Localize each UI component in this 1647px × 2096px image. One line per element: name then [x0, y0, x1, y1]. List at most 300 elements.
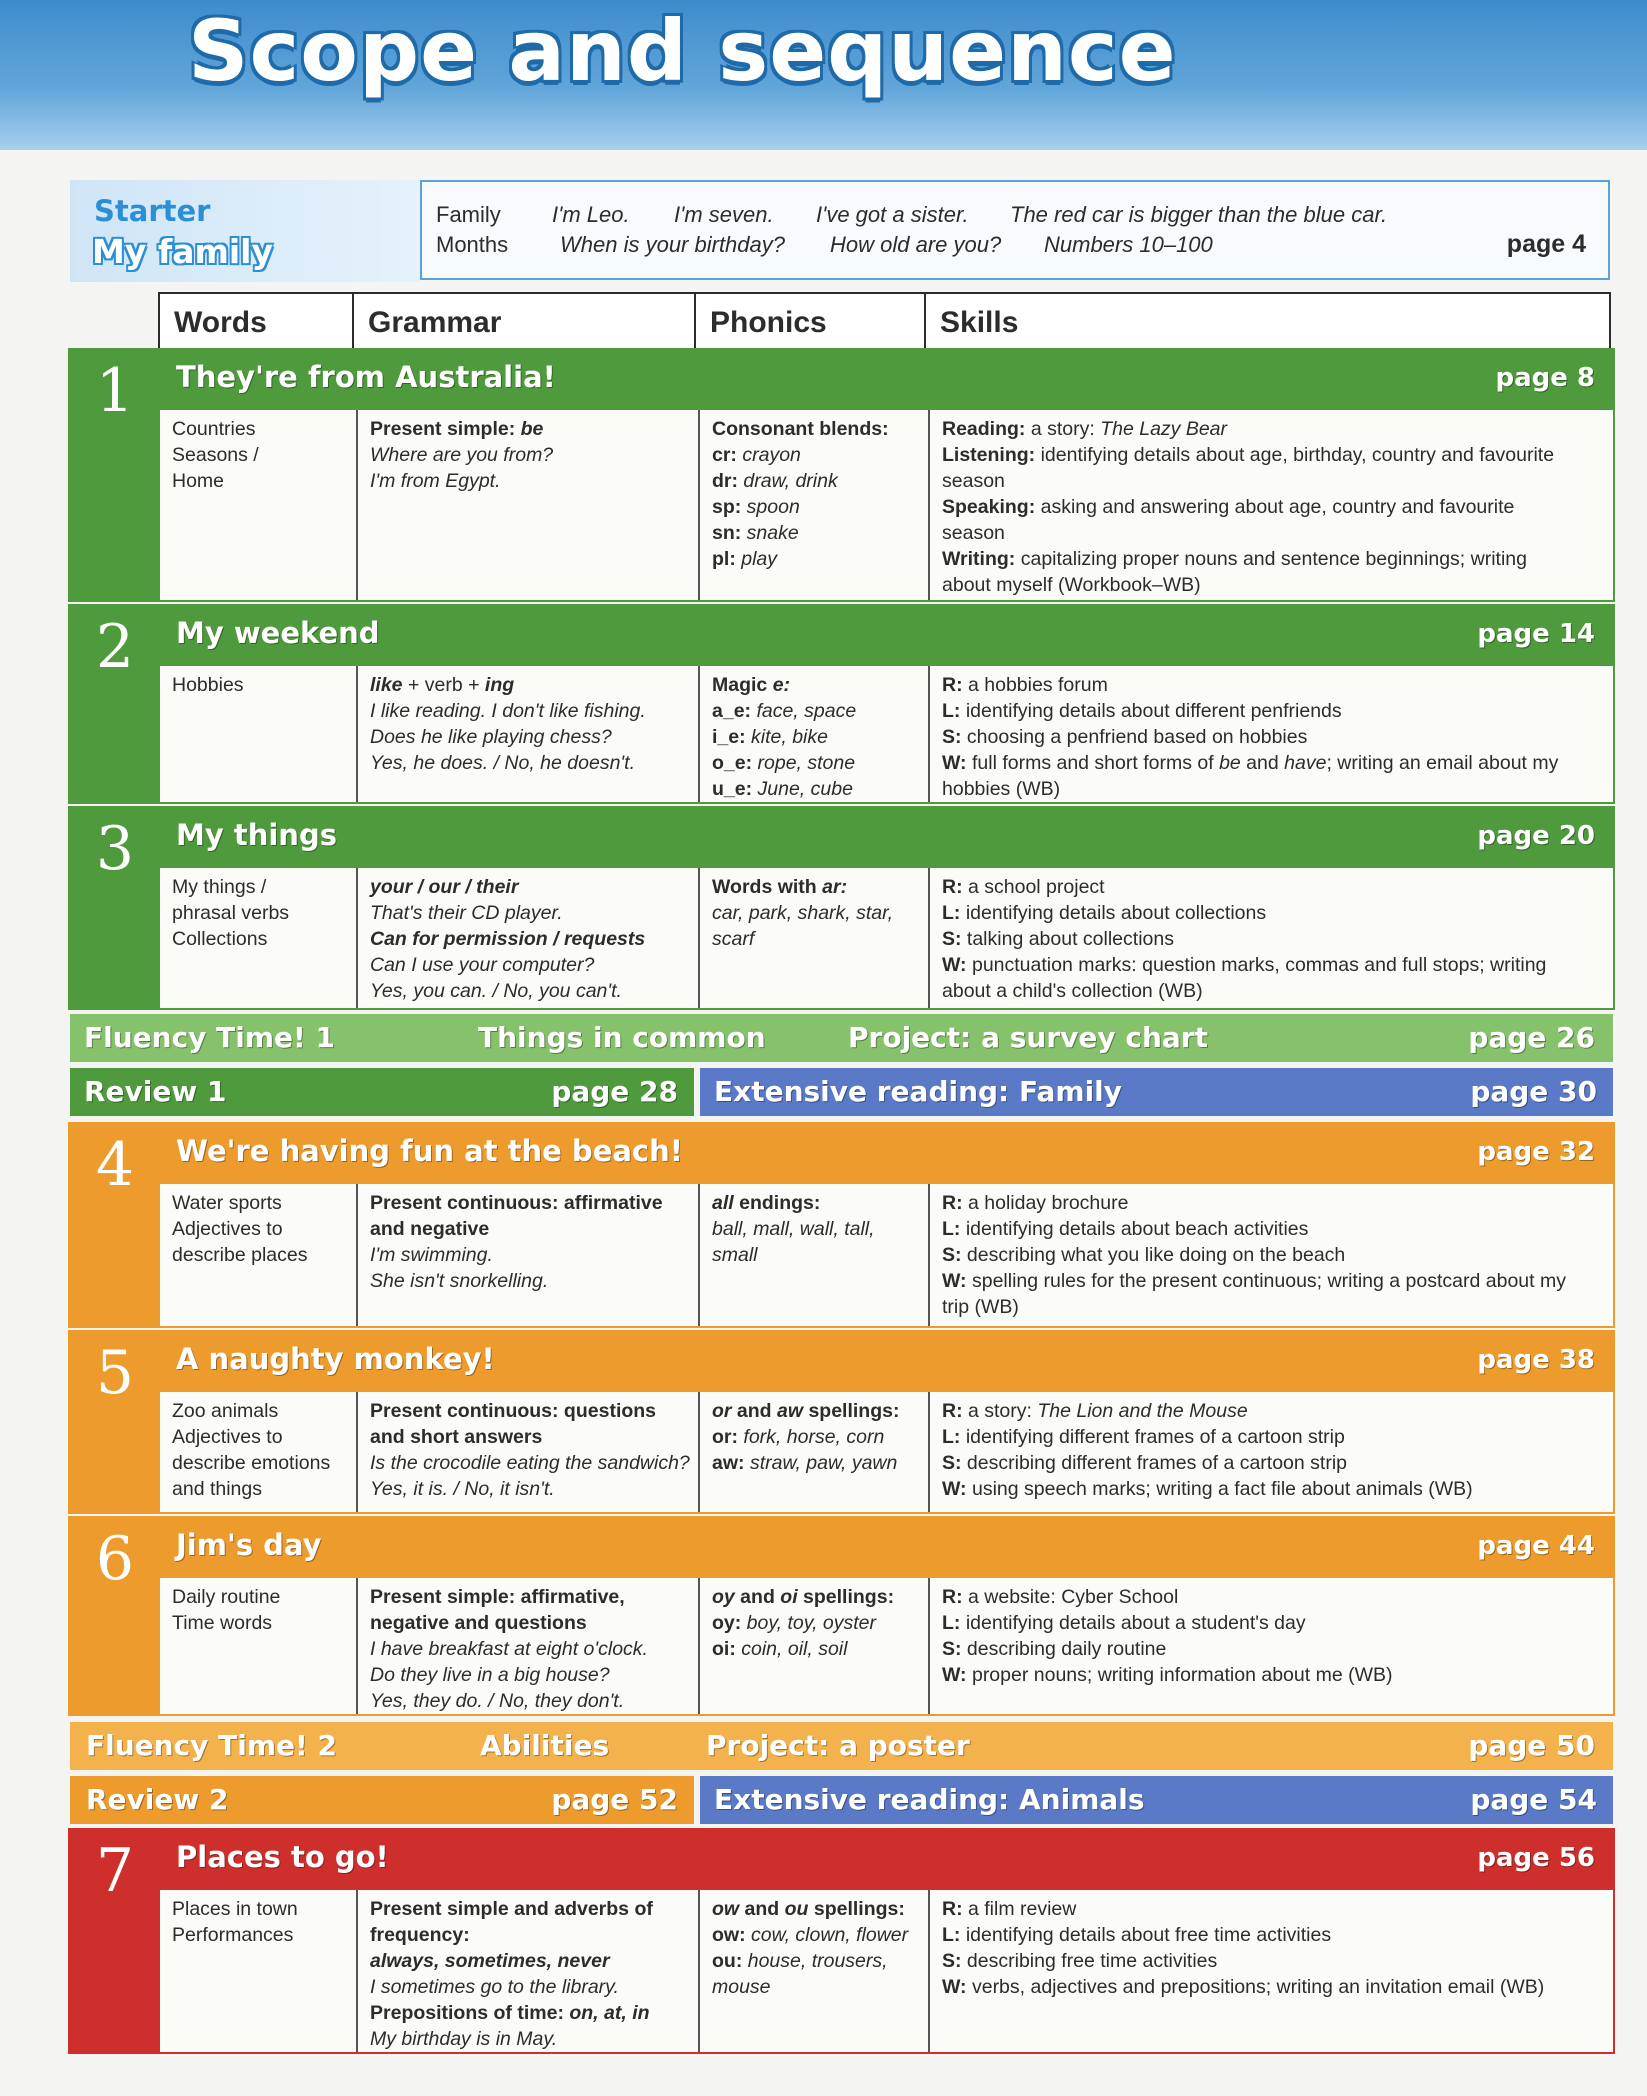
phonics-text: mouse: [712, 1976, 771, 1998]
unit-phonics-cell: [698, 1578, 928, 1714]
phonics-text: endings:: [733, 1192, 821, 1214]
skills-text: about a child's collection (WB): [942, 980, 1203, 1002]
phonics-text: crayon: [742, 444, 801, 466]
starter-page: page 4: [1506, 230, 1586, 258]
phonics-text: Words with: [712, 876, 823, 898]
phonics-text: oi: [780, 1586, 798, 1608]
skills-line: [942, 926, 1603, 952]
grammar-text: and short answers: [370, 1426, 543, 1448]
phonics-text: spoon: [746, 496, 800, 518]
skills-text: R:: [942, 1898, 968, 1920]
unit-2: [70, 606, 1613, 802]
skills-line: [942, 1242, 1603, 1268]
phonics-text: cr:: [712, 444, 743, 466]
skills-text: L:: [942, 902, 966, 924]
review-label: Review 1: [84, 1075, 227, 1108]
skills-text: W:: [942, 1270, 972, 1292]
phonics-text: draw, drink: [743, 470, 838, 492]
starter-item: How old are you?: [830, 232, 1002, 257]
skills-text: ; writing an email about my: [1326, 752, 1559, 774]
phonics-text: ar:: [822, 876, 848, 898]
grammar-line: [370, 698, 688, 724]
skills-text: describing what you like doing on the beach: [966, 1244, 1346, 1266]
skills-text: identifying different frames of a cartoon strip: [965, 1426, 1345, 1448]
skills-line: [942, 1896, 1603, 1922]
unit-title: Jim's day: [176, 1528, 322, 1562]
starter-label-line1: Starter: [94, 194, 211, 228]
phonics-line: [712, 1610, 918, 1636]
words-line: and things: [172, 1478, 262, 1500]
phonics-text: and: [731, 1400, 778, 1422]
phonics-text: straw, paw, yawn: [749, 1452, 898, 1474]
grammar-text: frequency:: [370, 1924, 470, 1946]
skills-line: [942, 468, 1603, 494]
skills-text: be: [1219, 752, 1241, 774]
grammar-line: [370, 2026, 688, 2052]
unit-page: page 20: [1477, 821, 1595, 851]
skills-text: Writing:: [942, 548, 1021, 570]
unit-body: [160, 868, 1613, 1008]
grammar-text: I'm from Egypt.: [370, 470, 501, 492]
skills-text: hobbies (WB): [942, 778, 1061, 800]
skills-text: S:: [942, 726, 967, 748]
unit-words-cell: [160, 868, 356, 1008]
skills-line: [942, 952, 1603, 978]
words-line: Places in town: [172, 1898, 298, 1920]
review-page: page 28: [551, 1075, 678, 1108]
grammar-text: Present continuous: questions: [370, 1400, 657, 1422]
skills-text: R:: [942, 674, 968, 696]
phonics-text: ow: [712, 1898, 740, 1920]
grammar-line: [370, 1476, 688, 1502]
grammar-text: Can I use your computer?: [370, 954, 595, 976]
phonics-text: e:: [772, 674, 791, 696]
grammar-line: [370, 672, 688, 698]
phonics-text: or:: [712, 1426, 744, 1448]
skills-line: [942, 1974, 1603, 2000]
grammar-line: [370, 2000, 688, 2026]
grammar-line: [370, 1688, 688, 1714]
unit-grammar-cell: [356, 1392, 698, 1512]
grammar-line: [370, 1896, 688, 1922]
grammar-text: like: [370, 674, 403, 696]
unit-number: 5: [70, 1332, 160, 1512]
unit-number: 6: [70, 1518, 160, 1714]
unit-number: 1: [70, 350, 160, 600]
skills-text: using speech marks; writing a fact file about animals (WB): [971, 1478, 1473, 1500]
unit-4: [70, 1124, 1613, 1326]
starter-item: The red car is bigger than the blue car.: [1010, 202, 1388, 227]
grammar-text: I sometimes go to the library.: [370, 1976, 619, 1998]
skills-text: Speaking:: [942, 496, 1041, 518]
grammar-line: [370, 1922, 688, 1948]
phonics-text: fork, horse, corn: [743, 1426, 885, 1448]
unit-body: [160, 1578, 1613, 1714]
unit-skills-cell: [928, 410, 1613, 600]
skills-text: identifying details about collections: [965, 902, 1267, 924]
words-line: Adjectives to: [172, 1218, 283, 1240]
unit-words-cell: [160, 1184, 356, 1326]
phonics-line: [712, 520, 918, 546]
skills-line: [942, 1662, 1603, 1688]
skills-text: proper nouns; writing information about me (WB): [971, 1664, 1393, 1686]
unit-words-cell: [160, 1392, 356, 1512]
phonics-line: [712, 416, 918, 442]
phonics-text: scarf: [712, 928, 755, 950]
skills-text: a film review: [968, 1898, 1077, 1920]
unit-title-bar: [160, 808, 1613, 868]
unit-grammar-cell: [356, 1890, 698, 2052]
skills-text: identifying details about free time activities: [965, 1924, 1332, 1946]
phonics-text: spellings:: [803, 1400, 900, 1422]
phonics-line: [712, 672, 918, 698]
unit-page: page 44: [1477, 1531, 1595, 1561]
words-line: Zoo animals: [172, 1400, 279, 1422]
column-header-words: Words: [158, 292, 354, 350]
starter-item: Family: [436, 202, 501, 227]
unit-number: 3: [70, 808, 160, 1008]
unit-body: [160, 1890, 1613, 2052]
unit-7: [70, 1830, 1613, 2052]
words-line: Time words: [172, 1612, 273, 1634]
grammar-line: [370, 1610, 688, 1636]
grammar-line: [370, 1398, 688, 1424]
phonics-text: all: [712, 1192, 734, 1214]
unit-phonics-cell: [698, 1184, 928, 1326]
phonics-line: [712, 1584, 918, 1610]
extensive-reading-2-strip: [700, 1776, 1613, 1824]
grammar-line: [370, 442, 688, 468]
skills-text: L:: [942, 1612, 966, 1634]
skills-line: [942, 546, 1603, 572]
skills-text: Reading:: [942, 418, 1031, 440]
skills-line: [942, 442, 1603, 468]
unit-title: They're from Australia!: [176, 360, 556, 394]
phonics-line: [712, 1216, 918, 1242]
fluency-time-1-strip: [70, 1014, 1613, 1062]
unit-title: Places to go!: [176, 1840, 389, 1874]
unit-number: 7: [70, 1830, 160, 2052]
skills-text: a school project: [968, 876, 1105, 898]
phonics-text: i_e:: [712, 726, 752, 748]
phonics-text: coin, oil, soil: [741, 1638, 848, 1660]
phonics-line: [712, 1948, 918, 1974]
starter-item: I'm Leo.: [552, 202, 630, 227]
starter-item: When is your birthday?: [560, 232, 785, 257]
phonics-line: [712, 926, 918, 952]
grammar-text: on, at, in: [569, 2002, 650, 2024]
words-line: Collections: [172, 928, 268, 950]
grammar-line: [370, 1584, 688, 1610]
unit-page: page 32: [1477, 1137, 1595, 1167]
unit-grammar-cell: [356, 868, 698, 1008]
skills-line: [942, 1268, 1603, 1294]
unit-number: 2: [70, 606, 160, 802]
words-line: My things /: [172, 876, 267, 898]
grammar-line: [370, 926, 688, 952]
skills-text: a story:: [1030, 418, 1101, 440]
unit-title: My things: [176, 818, 337, 852]
skills-text: Listening:: [942, 444, 1041, 466]
phonics-text: oy:: [712, 1612, 747, 1634]
review-label: Review 2: [86, 1783, 229, 1816]
skills-text: W:: [942, 752, 972, 774]
unit-grammar-cell: [356, 1184, 698, 1326]
starter-label: [70, 180, 420, 282]
grammar-text: Can for permission / requests: [370, 928, 646, 950]
unit-grammar-cell: [356, 1578, 698, 1714]
grammar-text: Yes, they do. / No, they don't.: [370, 1690, 625, 1712]
skills-line: [942, 1424, 1603, 1450]
review-1-strip: [70, 1068, 694, 1116]
words-line: Seasons /: [172, 444, 259, 466]
unit-skills-cell: [928, 1890, 1613, 2052]
phonics-text: house, trousers,: [747, 1950, 888, 1972]
phonics-line: [712, 1896, 918, 1922]
unit-page: page 14: [1477, 619, 1595, 649]
skills-text: trip (WB): [942, 1296, 1019, 1318]
skills-text: W:: [942, 1478, 972, 1500]
fluency-label: Fluency Time! 2: [86, 1729, 338, 1762]
phonics-line: [712, 442, 918, 468]
skills-line: [942, 978, 1603, 1004]
fluency-page: page 50: [1468, 1729, 1595, 1762]
phonics-text: Magic: [712, 674, 773, 696]
phonics-text: car, park, shark, star,: [712, 902, 893, 924]
skills-line: [942, 750, 1603, 776]
unit-title-bar: [160, 350, 1613, 410]
grammar-text: Present simple: affirmative,: [370, 1586, 625, 1608]
skills-line: [942, 1294, 1603, 1320]
grammar-text: I like reading. I don't like fishing.: [370, 700, 646, 722]
skills-text: L:: [942, 700, 966, 722]
skills-text: The Lazy Bear: [1100, 418, 1228, 440]
grammar-text: I have breakfast at eight o'clock.: [370, 1638, 648, 1660]
skills-text: and: [1240, 752, 1285, 774]
grammar-line: [370, 1636, 688, 1662]
grammar-line: [370, 750, 688, 776]
skills-line: [942, 1398, 1603, 1424]
grammar-text: always, sometimes, never: [370, 1950, 610, 1972]
phonics-text: spellings:: [797, 1586, 895, 1608]
phonics-text: ou: [784, 1898, 809, 1920]
skills-text: verbs, adjectives and prepositions; writing an invitation email (WB): [971, 1976, 1545, 1998]
unit-title-bar: [160, 1332, 1613, 1392]
skills-text: L:: [942, 1218, 966, 1240]
phonics-line: [712, 1974, 918, 2000]
skills-line: [942, 724, 1603, 750]
grammar-text: Present simple:: [370, 418, 521, 440]
unit-phonics-cell: [698, 868, 928, 1008]
phonics-line: [712, 1398, 918, 1424]
phonics-line: [712, 1636, 918, 1662]
starter-item: I'm seven.: [674, 202, 774, 227]
phonics-text: snake: [746, 522, 799, 544]
phonics-text: spellings:: [808, 1898, 905, 1920]
words-line: Water sports: [172, 1192, 282, 1214]
grammar-line: [370, 900, 688, 926]
skills-line: [942, 1216, 1603, 1242]
unit-number: 4: [70, 1124, 160, 1326]
grammar-line: [370, 1450, 688, 1476]
unit-words-cell: [160, 1890, 356, 2052]
skills-text: R:: [942, 1192, 968, 1214]
skills-text: punctuation marks: question marks, commas and full stops; writing: [971, 954, 1547, 976]
phonics-text: oy: [712, 1586, 735, 1608]
starter-box: [420, 180, 1610, 280]
skills-text: R:: [942, 876, 968, 898]
skills-line: [942, 1636, 1603, 1662]
column-header-skills: Skills: [926, 292, 1611, 350]
unit-page: page 38: [1477, 1345, 1595, 1375]
skills-text: R:: [942, 1400, 968, 1422]
phonics-text: and: [734, 1586, 781, 1608]
skills-line: [942, 1450, 1603, 1476]
skills-text: season: [942, 522, 1005, 544]
grammar-line: [370, 1190, 688, 1216]
grammar-text: Is the crocodile eating the sandwich?: [370, 1452, 690, 1474]
review-page: page 52: [551, 1783, 678, 1816]
words-line: Adjectives to: [172, 1426, 283, 1448]
skills-text: asking and answering about age, country and favourite: [1040, 496, 1515, 518]
grammar-line: [370, 1242, 688, 1268]
skills-text: W:: [942, 954, 972, 976]
skills-line: [942, 874, 1603, 900]
unit-title-bar: [160, 1518, 1613, 1578]
fluency-label: Fluency Time! 1: [84, 1021, 336, 1054]
skills-line: [942, 900, 1603, 926]
phonics-text: or: [712, 1400, 732, 1422]
words-line: Hobbies: [172, 674, 244, 696]
fluency-time-2-strip: [70, 1722, 1613, 1770]
grammar-line: [370, 1216, 688, 1242]
grammar-line: [370, 978, 688, 1004]
grammar-line: [370, 1424, 688, 1450]
phonics-line: [712, 724, 918, 750]
phonics-line: [712, 468, 918, 494]
grammar-line: [370, 416, 688, 442]
skills-text: identifying details about different penfriends: [965, 700, 1342, 722]
phonics-text: aw:: [712, 1452, 750, 1474]
unit-words-cell: [160, 410, 356, 600]
words-line: describe places: [172, 1244, 308, 1266]
phonics-line: [712, 874, 918, 900]
starter-label-line2: My family: [92, 232, 273, 271]
unit-words-cell: [160, 666, 356, 802]
words-line: describe emotions: [172, 1452, 331, 1474]
phonics-line: [712, 750, 918, 776]
phonics-text: o_e:: [712, 752, 758, 774]
unit-page: page 56: [1477, 1843, 1595, 1873]
words-line: phrasal verbs: [172, 902, 290, 924]
skills-line: [942, 416, 1603, 442]
phonics-text: rope, stone: [757, 752, 856, 774]
skills-text: season: [942, 470, 1005, 492]
skills-text: a story:: [968, 1400, 1038, 1422]
unit-grammar-cell: [356, 666, 698, 802]
extensive-reading-page: page 30: [1470, 1075, 1597, 1108]
unit-body: [160, 666, 1613, 802]
skills-line: [942, 1584, 1603, 1610]
fluency-page: page 26: [1468, 1021, 1595, 1054]
unit-5: [70, 1332, 1613, 1512]
grammar-line: [370, 1974, 688, 2000]
skills-line: [942, 1476, 1603, 1502]
unit-title: A naughty monkey!: [176, 1342, 495, 1376]
unit-phonics-cell: [698, 1392, 928, 1512]
grammar-text: That's their CD player.: [370, 902, 563, 924]
grammar-text: negative and questions: [370, 1612, 587, 1634]
grammar-line: [370, 468, 688, 494]
phonics-line: [712, 1190, 918, 1216]
grammar-text: be: [520, 418, 544, 440]
phonics-text: June, cube: [757, 778, 853, 800]
unit-6: [70, 1518, 1613, 1714]
phonics-text: play: [741, 548, 778, 570]
unit-title: We're having fun at the beach!: [176, 1134, 683, 1168]
skills-line: [942, 1922, 1603, 1948]
skills-text: have: [1284, 752, 1327, 774]
phonics-text: sn:: [712, 522, 747, 544]
phonics-text: and: [739, 1898, 785, 1920]
grammar-text: and negative: [370, 1218, 490, 1240]
words-line: Performances: [172, 1924, 294, 1946]
unit-page: page 8: [1495, 363, 1595, 393]
skills-text: a hobbies forum: [968, 674, 1108, 696]
grammar-text: your / our / their: [370, 876, 519, 898]
skills-line: [942, 1948, 1603, 1974]
phonics-text: ou:: [712, 1950, 748, 1972]
grammar-text: Yes, it is. / No, it isn't.: [370, 1478, 555, 1500]
skills-text: S:: [942, 1452, 967, 1474]
grammar-text: Do they live in a big house?: [370, 1664, 610, 1686]
skills-text: talking about collections: [966, 928, 1174, 950]
unit-body: [160, 1184, 1613, 1326]
skills-text: S:: [942, 1950, 967, 1972]
skills-text: a holiday brochure: [968, 1192, 1129, 1214]
unit-skills-cell: [928, 666, 1613, 802]
skills-line: [942, 1190, 1603, 1216]
unit-body: [160, 410, 1613, 600]
words-line: Home: [172, 470, 225, 492]
skills-text: describing different frames of a cartoon strip: [966, 1452, 1348, 1474]
skills-text: S:: [942, 1244, 967, 1266]
grammar-text: Prepositions of time:: [370, 2002, 570, 2024]
skills-line: [942, 1610, 1603, 1636]
unit-words-cell: [160, 1578, 356, 1714]
phonics-text: aw: [777, 1400, 804, 1422]
skills-line: [942, 698, 1603, 724]
grammar-text: My birthday is in May.: [370, 2028, 558, 2050]
phonics-text: u_e:: [712, 778, 758, 800]
skills-line: [942, 520, 1603, 546]
phonics-text: dr:: [712, 470, 744, 492]
unit-title: My weekend: [176, 616, 380, 650]
page-title: Scope and sequence: [188, 2, 1177, 100]
fluency-project: Project: a poster: [706, 1729, 970, 1762]
phonics-text: Consonant blends:: [712, 418, 889, 440]
extensive-reading-label: Extensive reading: Animals: [714, 1783, 1145, 1816]
unit-skills-cell: [928, 868, 1613, 1008]
grammar-text: Yes, he does. / No, he doesn't.: [370, 752, 635, 774]
skills-text: describing free time activities: [966, 1950, 1218, 1972]
unit-phonics-cell: [698, 1890, 928, 2052]
starter-item: I've got a sister.: [816, 202, 969, 227]
unit-1: [70, 350, 1613, 600]
grammar-text: Present simple and adverbs of: [370, 1898, 653, 1920]
starter-item: Numbers 10–100: [1044, 232, 1213, 257]
unit-body: [160, 1392, 1613, 1512]
